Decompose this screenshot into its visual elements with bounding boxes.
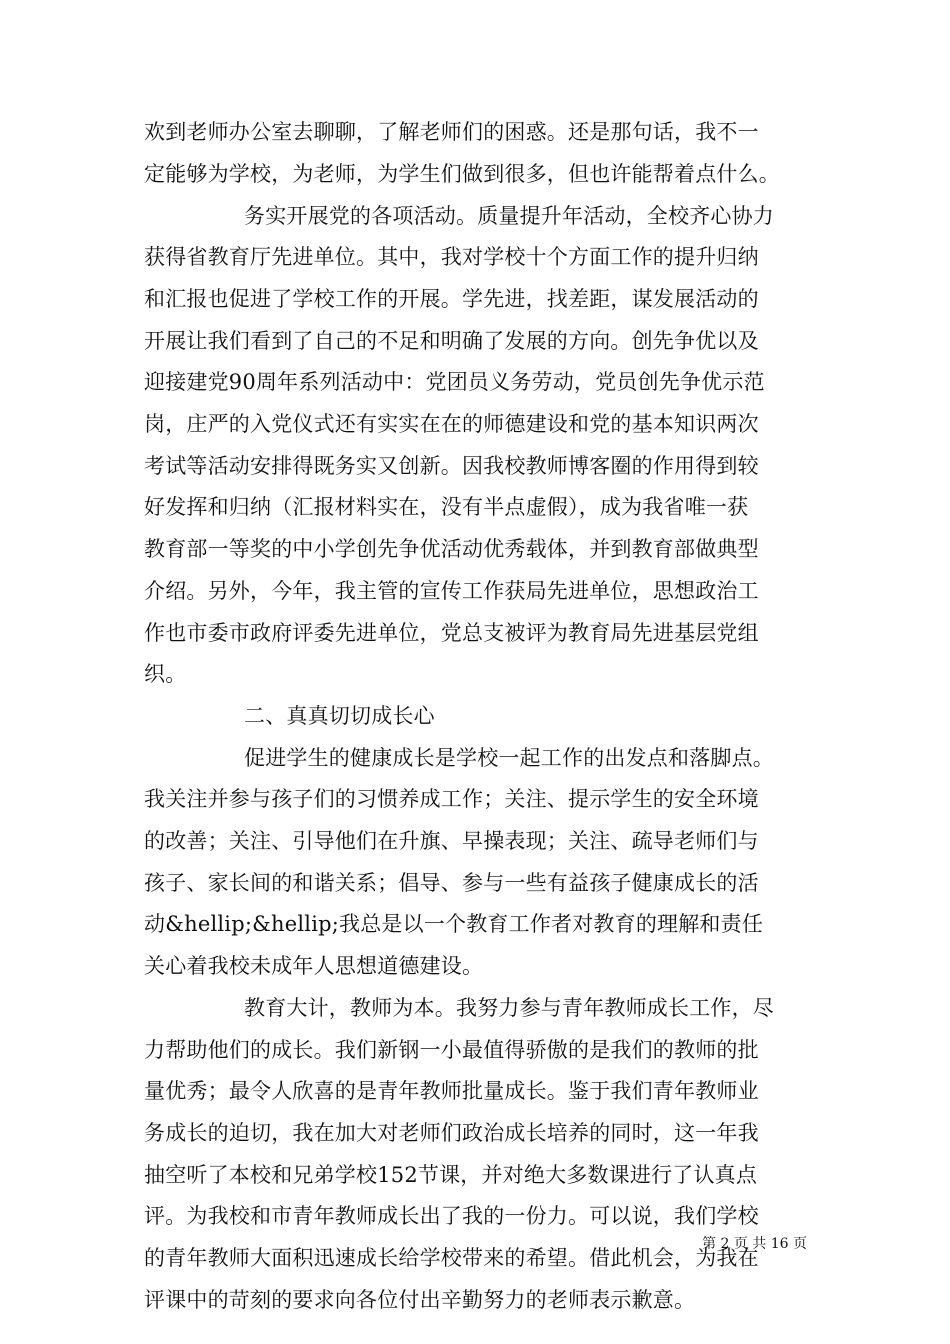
text-line: 岗，庄严的入党仪式还有实实在在的师德建设和党的基本知识两次 [144,412,759,436]
text-line: 作也市委市政府评委先进单位，党总支被评为教育局先进基层党组 [144,621,759,645]
text-line: 关心着我校未成年人思想道德建设。 [144,954,484,978]
text-line: 教育部一等奖的中小学创先争优活动优秀载体，并到教育部做典型 [144,537,759,561]
text-line: 开展让我们看到了自己的不足和明确了发展的方向。创先争优以及 [144,329,759,353]
text-line: 迎接建党90周年系列活动中：党团员义务劳动，党员创先争优示范 [144,370,765,394]
text-line: 获得省教育厅先进单位。其中，我对学校十个方面工作的提升归纳 [144,245,759,269]
paragraph-first-line: 务实开展党的各项活动。质量提升年活动，全校齐心协力 [244,204,774,228]
paragraph-first-line: 促进学生的健康成长是学校一起工作的出发点和落脚点。 [244,746,774,770]
text-line: 织。 [144,662,187,686]
page-number: 第 2 页 共 16 页 [702,1236,807,1252]
text-line: 的青年教师大面积迅速成长给学校带来的希望。借此机会，为我在 [144,1246,759,1270]
text-line: 好发挥和归纳（汇报材料实在，没有半点虚假），成为我省唯一获 [144,495,749,519]
text-line: 评课中的苛刻的要求向各位付出辛勤努力的老师表示歉意。 [144,1288,696,1312]
text-line: 力帮助他们的成长。我们新钢一小最值得骄傲的是我们的教师的批 [144,1038,759,1062]
section-heading: 二、真真切切成长心 [244,704,435,728]
text-line: 抽空听了本校和兄弟学校152节课，并对绝大多数课进行了认真点 [144,1163,758,1187]
text-line: 和汇报也促进了学校工作的开展。学先进，找差距，谋发展活动的 [144,287,759,311]
text-line: 量优秀；最令人欣喜的是青年教师批量成长。鉴于我们青年教师业 [144,1079,759,1103]
paragraph-first-line: 教育大计，教师为本。我努力参与青年教师成长工作，尽 [244,996,774,1020]
text-line: 孩子、家长间的和谐关系；倡导、参与一些有益孩子健康成长的活 [144,871,759,895]
text-line: 务成长的迫切，我在加大对老师们政治成长培养的同时，这一年我 [144,1121,759,1145]
text-line: 介绍。另外，今年，我主管的宣传工作获局先进单位，思想政治工 [144,579,759,603]
text-line: 欢到老师办公室去聊聊，了解老师们的困惑。还是那句话，我不一 [144,120,759,144]
text-line: 的改善；关注、引导他们在升旗、早操表现；关注、疏导老师们与 [144,829,759,853]
text-line: 考试等活动安排得既务实又创新。因我校教师博客圈的作用得到较 [144,454,759,478]
text-line: 动&hellip;&hellip;我总是以一个教育工作者对教育的理解和责任 [144,912,764,936]
text-line: 定能够为学校，为老师，为学生们做到很多，但也许能帮着点什么。 [144,162,780,186]
text-line: 我关注并参与孩子们的习惯养成工作；关注、提示学生的安全环境 [144,787,759,811]
text-line: 评。为我校和市青年教师成长出了我的一份力。可以说，我们学校 [144,1204,759,1228]
